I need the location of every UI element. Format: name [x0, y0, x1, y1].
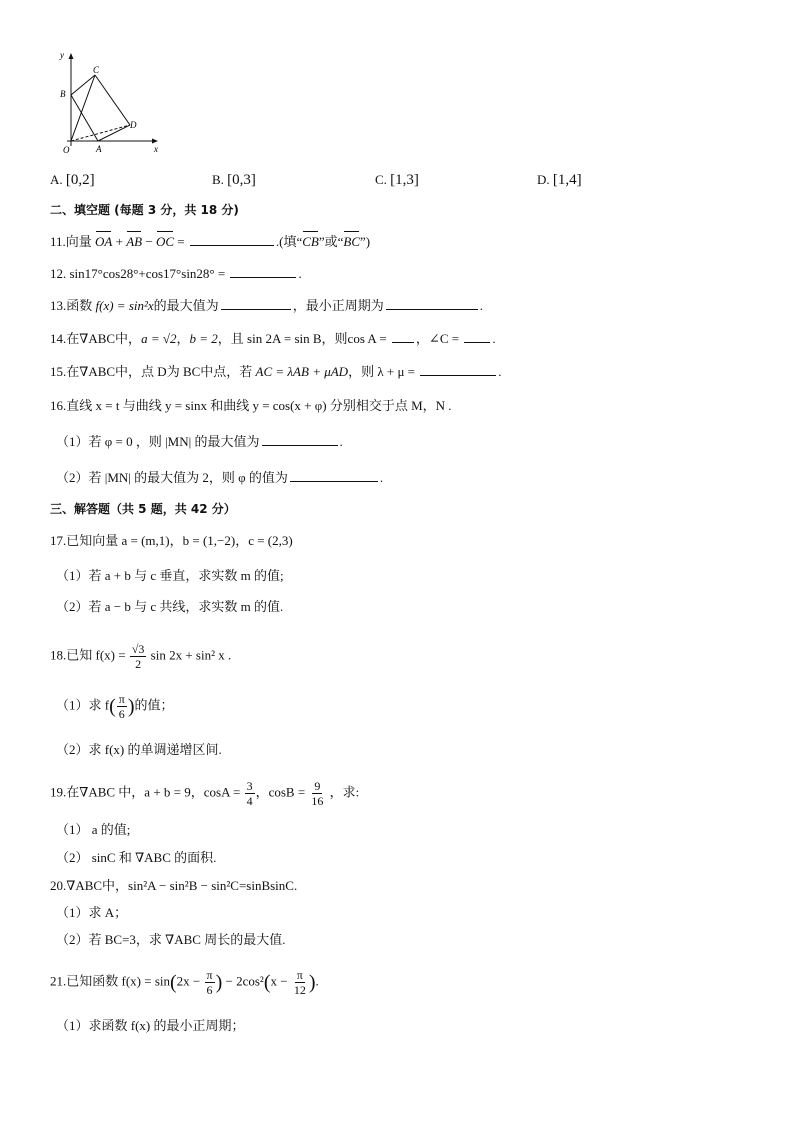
q16-part-1-text: （1）若 φ = 0 ，则 |MN| 的最大值为: [56, 434, 260, 449]
q19-middle: ，cosB =: [255, 784, 306, 800]
question-11: 11.向量 OA + AB − OC = .(填“CB”或“BC”): [50, 232, 370, 252]
q18-part-1-num: π: [118, 692, 125, 706]
q13-expression: f(x) = sin²x: [95, 298, 154, 313]
question-12: 12. sin17°cos28°+cos17°sin28° = .: [50, 266, 302, 281]
q17-number: 17.: [50, 533, 67, 548]
question-18-part-2: （2）求 f(x) 的单调递增区间.: [56, 742, 222, 757]
question-17-part-2: （2）若 a − b 与 c 共线，求实数 m 的值.: [56, 599, 284, 614]
segment-a-b: [71, 95, 98, 141]
question-16: [50, 396, 452, 416]
question-15: 15.在∇ABC中，点 D为 BC中点，若 AC = λAB + μAD，则 λ + μ = .: [50, 364, 502, 379]
q18-prefix: 已知 f(x) =: [66, 647, 126, 663]
q15-number: 15.: [50, 364, 67, 379]
question-19: [50, 779, 360, 808]
q17-text: 已知向量 a = (m,1)，b = (1,−2)，c = (2,3): [66, 533, 293, 548]
q15-expression: AC = λAB + μAD: [255, 364, 349, 379]
q13-max-blank[interactable]: [221, 297, 291, 310]
y-axis-arrow: [69, 53, 74, 59]
q14-side-a: a = √2: [141, 331, 177, 346]
q21-f2-den: 12: [293, 983, 306, 997]
q18-part-1-suffix: 的值；: [134, 697, 174, 713]
q21-f1-num: π: [206, 968, 213, 982]
q21-middle: − 2cos²: [225, 973, 264, 989]
q15-suffix: ，则 λ + μ =: [348, 364, 416, 379]
q19-f1-den: 4: [246, 794, 253, 808]
q14-cos-blank[interactable]: [392, 330, 414, 343]
q21-arg-1: 2x −: [176, 973, 201, 989]
q21-f2-num: π: [296, 968, 303, 982]
question-16-part-1: （1）若 φ = 0 ，则 |MN| 的最大值为 .: [56, 434, 343, 449]
q18-part-1-fraction: [117, 692, 127, 721]
q21-number: 21.: [50, 973, 67, 989]
q19-f2-den: 16: [311, 794, 324, 808]
q12-number: 12.: [50, 266, 67, 281]
q16-text: 直线 x = t 与曲线 y = sinx 和曲线 y = cos(x + φ) 分别相交于点 M，N .: [66, 398, 452, 413]
question-17: [50, 531, 293, 551]
option-d-value: [1,4]: [552, 172, 582, 188]
label-x: x: [154, 144, 158, 154]
q18-part-1-den: 6: [118, 707, 125, 721]
q18-part-1-prefix: （1）求 f: [56, 697, 110, 713]
q11-prefix: 向量: [65, 234, 92, 249]
q20-number: 20.: [50, 878, 67, 893]
q13-prefix: 函数: [66, 298, 93, 313]
q21-prefix: 已知函数 f(x) = sin: [66, 973, 170, 989]
question-16-part-2: （2）若 |MN| 的最大值为 2，则 φ 的值为 .: [56, 470, 384, 485]
q14-prefix: 在∇ABC中，: [66, 331, 142, 346]
q12-answer-blank[interactable]: [230, 265, 296, 278]
q19-suffix: ，求:: [329, 784, 360, 800]
option-b-letter: B.: [212, 172, 224, 187]
q18-fraction-den: 2: [135, 657, 142, 671]
label-y: y: [60, 50, 64, 60]
q13-period-blank[interactable]: [386, 297, 478, 310]
option-a-value: [0,2]: [65, 172, 95, 188]
q14-number: 14.: [50, 331, 67, 346]
section-2-heading: 二、填空题 (每题 3 分，共 18 分): [50, 203, 239, 217]
vector-cb: CB: [302, 232, 319, 252]
q11-answer-blank[interactable]: [190, 233, 274, 246]
q18-fraction: [130, 642, 147, 671]
q15-prefix: 在∇ABC中，点 D为 BC中点，若: [66, 364, 253, 379]
q11-note-post: ”): [360, 234, 371, 249]
q15-answer-blank[interactable]: [420, 363, 496, 376]
q14-side-b: b = 2: [189, 331, 218, 346]
question-20-part-2: （2）若 BC=3，求 ∇ABC 周长的最大值.: [56, 932, 286, 947]
q19-fraction-2: [309, 779, 325, 808]
q14-condition: ，且 sin 2A = sin B，则cos A =: [217, 331, 387, 346]
q13-period-label: ，最小正周期为: [292, 298, 384, 313]
vector-oc: OC: [156, 232, 174, 252]
segment-c-d: [95, 75, 130, 125]
q11-note-pre: .(填“: [275, 234, 303, 249]
option-b[interactable]: [212, 170, 256, 190]
question-18: [50, 642, 232, 671]
coordinate-figure: [55, 48, 170, 158]
question-21: 21.已知函数 f(x) = sin(2x − $\frac{\pi}{6}$ ) − 2cos²(x − $\frac{\pi}{12}$ ).: [50, 968, 319, 997]
q16-part-2-blank[interactable]: [290, 469, 378, 482]
question-14: 14.在∇ABC中，a = √2，b = 2，且 sin 2A = sin B，则cos A = ，∠C = .: [50, 331, 496, 346]
q18-number: 18.: [50, 647, 67, 663]
option-d[interactable]: [537, 170, 582, 190]
question-20: [50, 876, 297, 896]
label-c: C: [93, 65, 100, 75]
option-c-letter: C.: [375, 172, 387, 187]
question-13: 13.函数 f(x) = sin²x的最大值为 ，最小正周期为 .: [50, 298, 483, 313]
q19-f2-num: 9: [314, 779, 321, 793]
q20-text: ∇ABC中，sin²A − sin²B − sin²C=sinBsinC.: [66, 878, 298, 893]
question-18-part-1: （1）求 f( $\frac{\pi}{6}$ )的值；: [56, 692, 174, 721]
q19-fraction-1: [245, 779, 255, 808]
q18-fraction-num: √3: [131, 642, 145, 656]
q16-part-2-text: （2）若 |MN| 的最大值为 2，则 φ 的值为: [56, 470, 288, 485]
q21-fraction-1: [205, 968, 215, 997]
q21-f1-den: 6: [206, 983, 213, 997]
q12-expression: sin17°cos28°+cos17°sin28° =: [69, 266, 226, 281]
q16-number: 16.: [50, 398, 67, 413]
x-axis-arrow: [152, 139, 158, 144]
q11-number: 11.: [50, 234, 66, 249]
q21-suffix: .: [315, 973, 319, 989]
q14-angle-blank[interactable]: [464, 330, 490, 343]
label-a: A: [96, 144, 102, 154]
q13-number: 13.: [50, 298, 67, 313]
question-17-part-1: （1）若 a + b 与 c 垂直，求实数 m 的值;: [56, 568, 284, 583]
section-3-heading: 三、解答题（共 5 题，共 42 分）: [50, 502, 236, 516]
dashed-segment-o-d: [71, 125, 130, 141]
question-19-part-2: （2） sinC 和 ∇ABC 的面积.: [56, 850, 217, 865]
vector-bc: BC: [343, 232, 360, 252]
q19-number: 19.: [50, 784, 67, 800]
option-c[interactable]: [375, 170, 419, 190]
segment-d-a: [98, 125, 130, 141]
q19-f1-num: 3: [246, 779, 253, 793]
option-c-value: [1,3]: [390, 172, 419, 188]
option-d-letter: D.: [537, 172, 550, 187]
vector-ab: AB: [126, 232, 142, 252]
q16-part-1-blank[interactable]: [262, 433, 338, 446]
q11-note-or: ”或“: [318, 234, 344, 249]
option-a-letter: A.: [50, 172, 63, 187]
label-d: D: [130, 120, 137, 130]
label-b: B: [60, 89, 66, 99]
question-21-part-1: （1）求函数 f(x) 的最小正周期；: [56, 1018, 245, 1033]
q14-angle-label: ，∠C =: [415, 331, 460, 346]
q18-suffix: sin 2x + sin² x .: [150, 647, 232, 663]
vector-oa: OA: [95, 232, 112, 252]
q13-max-label: 的最大值为: [153, 298, 219, 313]
question-20-part-1: （1）求 A；: [56, 905, 128, 920]
question-19-part-1: （1） a 的值;: [56, 822, 131, 837]
q21-fraction-2: [292, 968, 308, 997]
q19-prefix: 在∇ABC 中，a + b = 9，cosA =: [66, 784, 241, 800]
q21-arg-2: x −: [270, 973, 288, 989]
label-o: O: [63, 145, 70, 155]
option-a[interactable]: [50, 170, 95, 190]
option-b-value: [0,3]: [227, 172, 256, 188]
